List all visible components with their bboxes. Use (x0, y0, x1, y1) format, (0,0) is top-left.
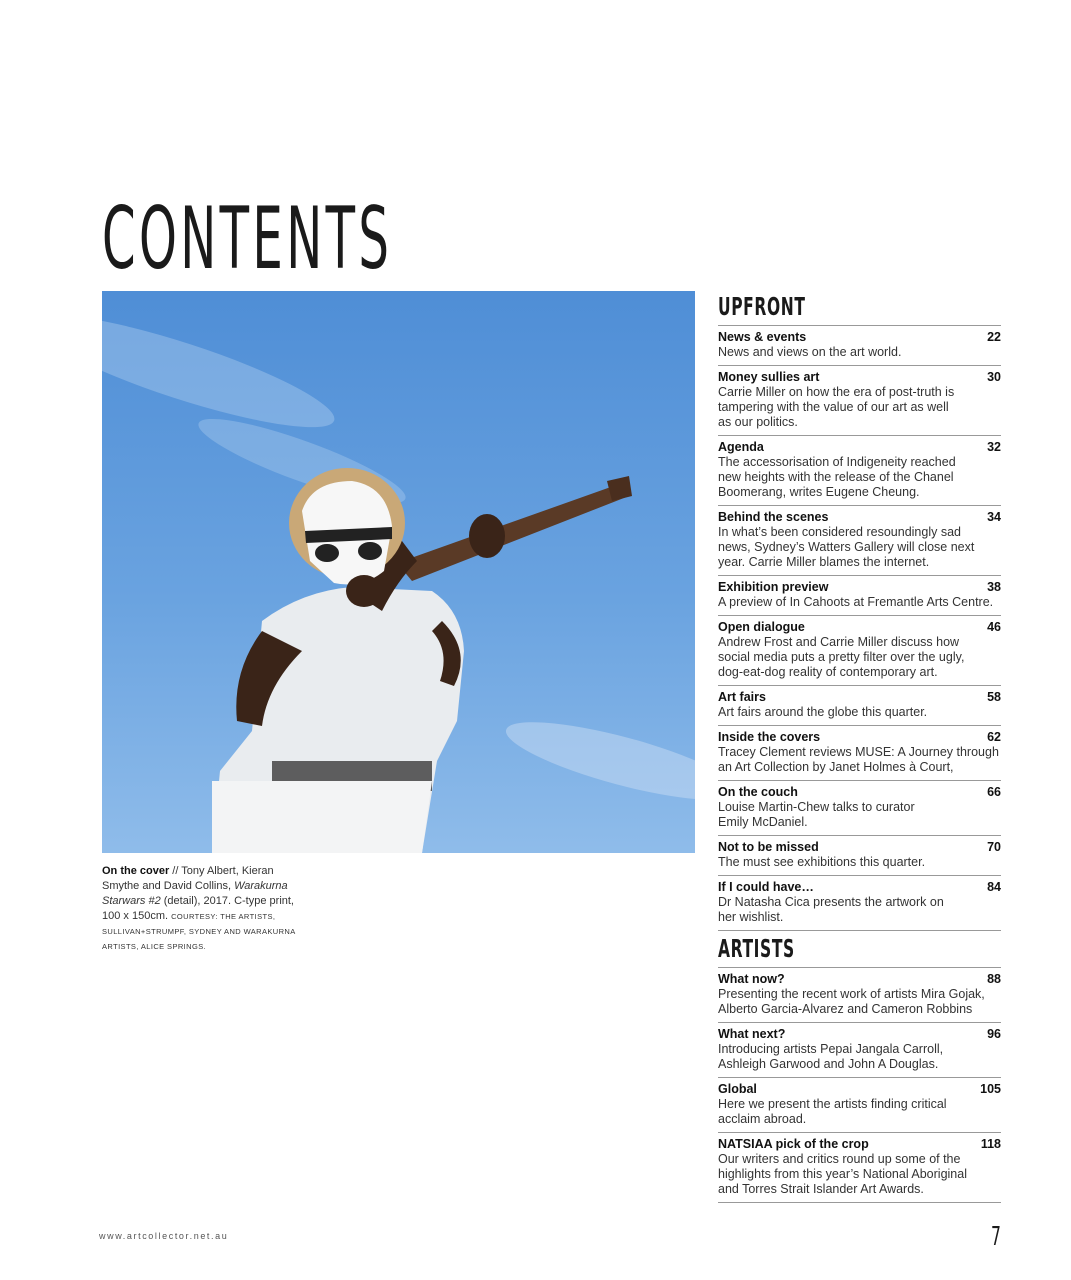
page-number: 7 (991, 1222, 1001, 1252)
entry-title: If I could have… (718, 880, 814, 894)
entry-title: Open dialogue (718, 620, 805, 634)
entry-title: Exhibition preview (718, 580, 829, 594)
entry-page-number: 62 (987, 730, 1001, 744)
entry-title: News & events (718, 330, 807, 344)
entry-description: Art fairs around the globe this quarter. (718, 705, 928, 719)
entry-title: Not to be missed (718, 840, 819, 854)
entry-description: Louise Martin-Chew talks to curator Emily McDaniel. (718, 800, 915, 829)
entry-description: Andrew Frost and Carrie Miller discuss how social media puts a pretty filter over the ugly, dog-eat-dog reality of contemporary art. (718, 635, 965, 679)
entry-title: Art fairs (718, 690, 766, 704)
toc-entry[interactable] (718, 685, 1001, 725)
toc-entry[interactable] (718, 325, 1001, 365)
footer-url[interactable]: www.artcollector.net.au (99, 1231, 229, 1241)
entry-page-number: 66 (987, 785, 1001, 799)
entry-description: Our writers and critics round up some of the highlights from this year’s National Aboriginal and Torres Strait Islander Art Awards. (718, 1152, 967, 1196)
toc-entry[interactable] (718, 1022, 1001, 1077)
toc-entry[interactable] (718, 505, 1001, 575)
caption-separator: // (169, 865, 182, 877)
entry-title: Inside the covers (718, 730, 821, 744)
entry-description: The must see exhibitions this quarter. (718, 855, 926, 869)
caption-credit: COURTESY: THE ARTISTS, SULLIVAN+STRUMPF, SYDNEY AND WARAKURNA ARTISTS, ALICE SPRINGS. (102, 912, 296, 951)
entry-page-number: 118 (980, 1137, 1001, 1151)
entry-list (718, 967, 1001, 1203)
entry-description: A preview of In Cahoots at Fremantle Arts Centre. (718, 595, 994, 609)
toc-entry[interactable] (718, 967, 1001, 1022)
page-title: CONTENTS (102, 189, 393, 289)
entry-title: What now? (718, 972, 785, 986)
entry-page-number: 34 (987, 510, 1001, 524)
entry-title: What next? (718, 1027, 786, 1041)
toc-entry[interactable] (718, 1132, 1001, 1202)
toc-entry[interactable] (718, 365, 1001, 435)
toc-entry[interactable] (718, 1077, 1001, 1132)
entry-page-number: 96 (987, 1027, 1001, 1041)
entry-description: Carrie Miller on how the era of post-truth is tampering with the value of our art as well as our politics. (718, 385, 955, 429)
entry-page-number: 84 (987, 880, 1001, 894)
entry-title: Global (718, 1082, 757, 1096)
section-heading: ARTISTS (718, 934, 795, 963)
table-of-contents (718, 290, 1001, 1203)
entry-page-number: 58 (987, 690, 1001, 704)
section-artists (718, 931, 1001, 1203)
entry-page-number: 38 (987, 580, 1001, 594)
section-heading: UPFRONT (718, 292, 806, 321)
cover-photo (102, 291, 695, 853)
caption-details: (detail), 2017. C-type print, 100 x 150cm. (102, 895, 294, 922)
entry-description: News and views on the art world. (718, 345, 902, 359)
toc-entry[interactable] (718, 725, 1001, 780)
entry-page-number: 105 (980, 1082, 1001, 1096)
entry-page-number: 88 (987, 972, 1001, 986)
entry-title: On the couch (718, 785, 798, 799)
entry-page-number: 70 (987, 840, 1001, 854)
entry-page-number: 32 (987, 440, 1001, 454)
toc-entry[interactable] (718, 435, 1001, 505)
entry-page-number: 46 (987, 620, 1001, 634)
entry-title: Agenda (718, 440, 764, 454)
toc-entry[interactable] (718, 780, 1001, 835)
entry-page-number: 30 (987, 370, 1001, 384)
entry-description: The accessorisation of Indigeneity reached new heights with the release of the Chanel Boomerang, writes Eugene Cheung. (718, 455, 956, 499)
toc-entry[interactable] (718, 575, 1001, 615)
caption-artists: Tony Albert, Kieran Smythe and David Collins, (102, 865, 274, 892)
toc-entry[interactable] (718, 615, 1001, 685)
entry-page-number: 22 (987, 330, 1001, 344)
caption-label: On the cover (102, 865, 170, 877)
entry-description: Dr Natasha Cica presents the artwork on her wishlist. (718, 895, 944, 924)
toc-entry[interactable] (718, 875, 1001, 930)
toc-entry[interactable] (718, 835, 1001, 875)
cover-caption (102, 864, 302, 954)
caption-work-title: Warakurna Starwars #2 (102, 880, 288, 907)
entry-description: Presenting the recent work of artists Mira Gojak, Alberto Garcia-Alvarez and Cameron Robbins (718, 987, 985, 1016)
entry-description: In what’s been considered resoundingly sad news, Sydney’s Watters Gallery will close next year. Carrie Miller blames the internet. (718, 525, 975, 569)
section-upfront (718, 290, 1001, 931)
entry-title: Behind the scenes (718, 510, 829, 524)
entry-description: Here we present the artists finding critical acclaim abroad. (718, 1097, 947, 1126)
entry-list (718, 325, 1001, 931)
entry-title: NATSIAA pick of the crop (718, 1137, 869, 1151)
entry-title: Money sullies art (718, 370, 820, 384)
entry-description: Introducing artists Pepai Jangala Carroll, Ashleigh Garwood and John A Douglas. (718, 1042, 944, 1071)
entry-description: Tracey Clement reviews MUSE: A Journey through an Art Collection by Janet Holmes à Court, (718, 745, 999, 774)
